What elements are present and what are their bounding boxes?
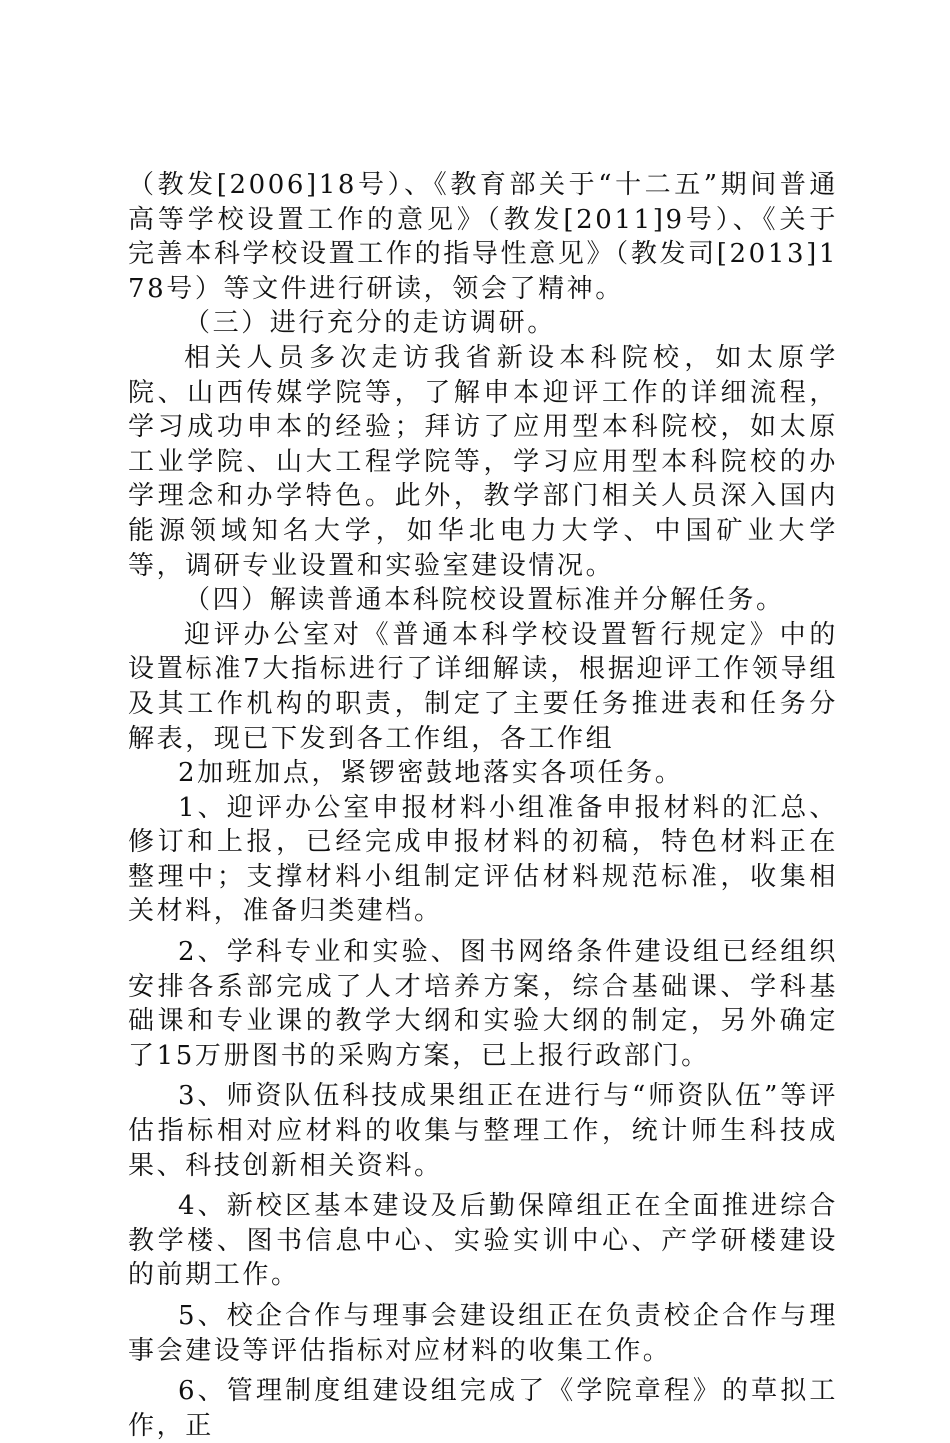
paragraph-standards: 迎评办公室对《普通本科学校设置暂行规定》中的设置标准7大指标进行了详细解读，根据迎评工作领导组及其工作机构的职责，制定了主要任务推进表和任务分解表，现已下发到各工作组，各工作组 (128, 619, 838, 754)
section-heading-visits: （三）进行充分的走访调研。 (184, 308, 556, 339)
document-body (128, 168, 838, 1443)
paragraph-visits: 相关人员多次走访我省新设本科院校，如太原学院、山西传媒学院等，了解申本迎评工作的详细流程，学习成功申本的经验；拜访了应用型本科院校，如太原工业学院、山大工程学院等，学习应用型本科院校的办学理念和办学特色。此外，教学部门相关人员深入国内能源领域知名大学，如华北电力大学、中国矿业大学等，调研专业设置和实验室建设情况。 (128, 342, 838, 581)
section-heading-standards: （四）解读普通本科院校设置标准并分解任务。 (184, 585, 785, 616)
list-item-3: 3、师资队伍科技成果组正在进行与“师资队伍”等评估指标相对应材料的收集与整理工作，统计师生科技成果、科技创新相关资料。 (128, 1081, 838, 1181)
paragraph-overtime: 2加班加点，紧锣密鼓地落实各项任务。 (178, 758, 684, 789)
list-item-6: 6、管理制度组建设组完成了《学院章程》的草拟工作，正 (128, 1376, 838, 1441)
list-item-4: 4、新校区基本建设及后勤保障组正在全面推进综合教学楼、图书信息中心、实验实训中心、产学研楼建设的前期工作。 (128, 1191, 838, 1291)
list-item-5: 5、校企合作与理事会建设组正在负责校企合作与理事会建设等评估指标对应材料的收集工作。 (128, 1301, 838, 1366)
paragraph-document-list: （教发[2006]18号）、《教育部关于“十二五”期间普通高等学校设置工作的意见》（教发[2011]9号）、《关于完善本科学校设置工作的指导性意见》（教发司[2013]178号）等文件进行研读，领会了精神。 (128, 170, 838, 304)
list-item-2: 2、学科专业和实验、图书网络条件建设组已经组织安排各系部完成了人才培养方案，综合基础课、学科基础课和专业课的教学大纲和实验大纲的制定，另外确定了15万册图书的采购方案，已上报行政部门。 (128, 937, 838, 1071)
list-item-1: 1、迎评办公室申报材料小组准备申报材料的汇总、修订和上报，已经完成申报材料的初稿，特色材料正在整理中；支撑材料小组制定评估材料规范标准，收集相关材料，准备归类建档。 (128, 792, 838, 927)
